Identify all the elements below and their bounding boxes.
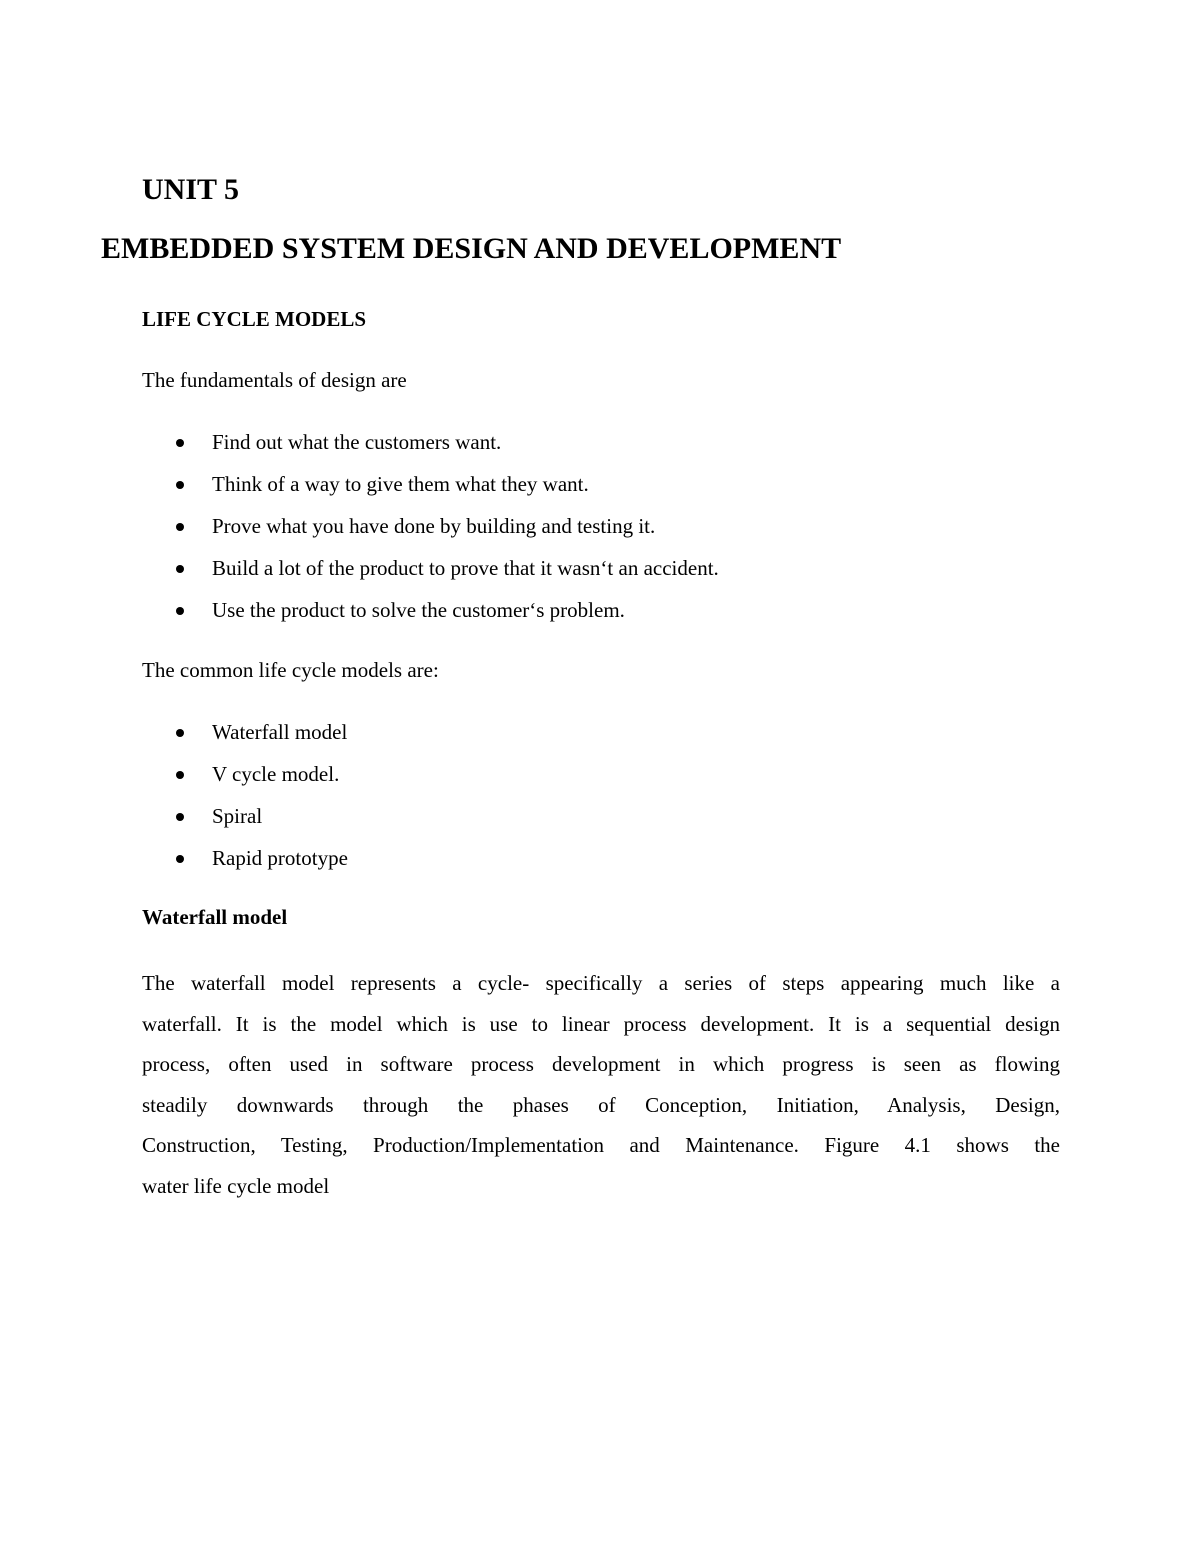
paragraph-line: waterfall. It is the model which is use to linear process development. It is a sequential design	[142, 1011, 1060, 1036]
bullet-icon	[176, 481, 184, 489]
models-intro: The common life cycle models are:	[142, 658, 439, 682]
paragraph-line: Construction, Testing, Production/Implementation and Maintenance. Figure 4.1 shows the	[142, 1133, 1060, 1158]
document-title: EMBEDDED SYSTEM DESIGN AND DEVELOPMENT	[101, 232, 842, 265]
list-item-text: Use the product to solve the customer‘s problem.	[212, 598, 625, 622]
bullet-icon	[176, 813, 184, 821]
list-item-text: V cycle model.	[212, 762, 340, 786]
list-item-text: Build a lot of the product to prove that it wasn‘t an accident.	[212, 556, 719, 580]
list-item-text: Spiral	[212, 804, 263, 828]
bullet-icon	[176, 607, 184, 615]
bullet-icon	[176, 523, 184, 531]
paragraph-line: The waterfall model represents a cycle- specifically a series of steps appearing much like a	[142, 971, 1060, 995]
waterfall-heading: Waterfall model	[142, 905, 288, 929]
bullet-icon	[176, 729, 184, 737]
bullet-icon	[176, 565, 184, 573]
section-heading: LIFE CYCLE MODELS	[142, 307, 367, 331]
list-item-text: Waterfall model	[212, 720, 348, 744]
bullet-icon	[176, 439, 184, 447]
bullet-icon	[176, 771, 184, 779]
fundamentals-intro: The fundamentals of design are	[142, 368, 407, 392]
list-item-text: Prove what you have done by building and testing it.	[212, 514, 656, 538]
list-item-text: Think of a way to give them what they want.	[212, 472, 589, 496]
list-item-text: Find out what the customers want.	[212, 430, 502, 454]
paragraph-line: steadily downwards through the phases of Conception, Initiation, Analysis, Design,	[142, 1092, 1060, 1117]
paragraph-line: process, often used in software process development in which progress is seen as flowing	[142, 1052, 1060, 1077]
bullet-icon	[176, 855, 184, 863]
unit-label: UNIT 5	[142, 173, 239, 206]
paragraph-line: water life cycle model	[142, 1173, 330, 1198]
list-item-text: Rapid prototype	[212, 846, 348, 870]
waterfall-paragraph	[142, 963, 1060, 1207]
